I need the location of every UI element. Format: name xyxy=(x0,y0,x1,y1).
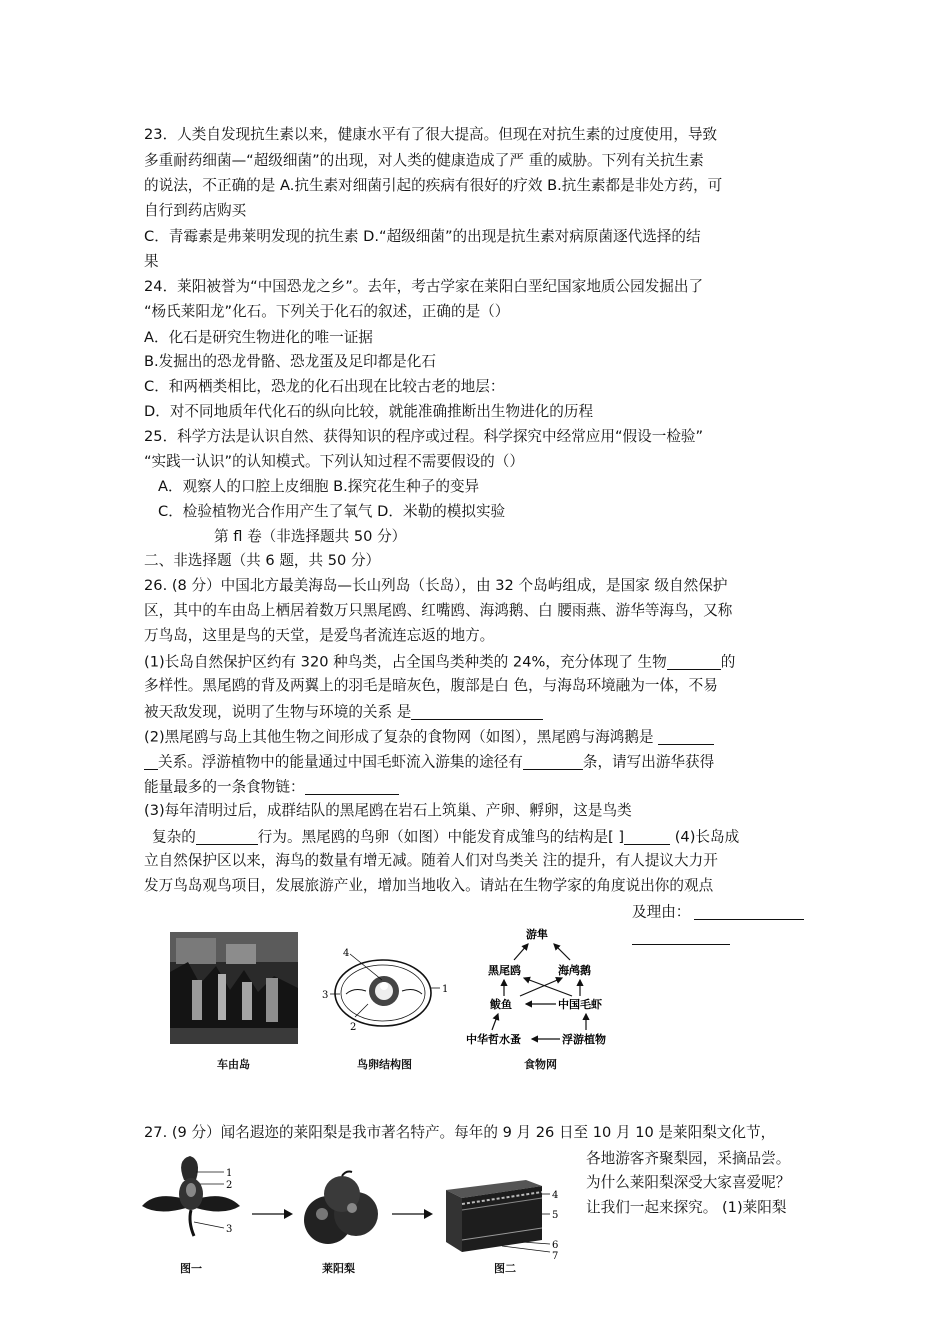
web-node-fish: 鲅鱼 xyxy=(490,998,512,1011)
answer-blank[interactable] xyxy=(411,704,543,720)
web-arrow xyxy=(514,944,528,960)
island-caption: 车由岛 xyxy=(217,1058,250,1071)
q25-line-1: 25．科学方法是认识自然、获得知识的程序或过程。科学探究中经常应用“假设一检验” xyxy=(144,428,704,445)
q26-part4-text-c: 及理由： xyxy=(632,903,691,921)
answer-blank[interactable] xyxy=(624,829,670,845)
web-node-plankton: 浮游植物 xyxy=(562,1033,606,1046)
answer-blank[interactable] xyxy=(694,904,804,920)
q26-part1-line-1 xyxy=(144,654,735,670)
answer-blank[interactable] xyxy=(632,929,730,945)
q24-option-b: B.发掘出的恐龙骨骼、恐龙蛋及足印都是化石 xyxy=(144,353,436,370)
fig1-label-3: 3 xyxy=(226,1224,233,1235)
fig2-label-4: 4 xyxy=(552,1190,559,1201)
fig1-label-2: 2 xyxy=(226,1180,233,1191)
q26-part4-line-3 xyxy=(632,904,804,920)
egg-caption: 鸟卵结构图 xyxy=(357,1058,412,1071)
fig2-label-7: 7 xyxy=(552,1251,559,1260)
pear-flower-diagram xyxy=(136,1150,246,1250)
q23-line-2: 多重耐药细菌—“超级细菌”的出现，对人类的健康造成了严 重的威胁。下列有关抗生素 xyxy=(144,152,704,169)
q26-part1-line-3 xyxy=(144,704,543,720)
q26-part3-text-c: 行为。黑尾鸥的鸟卵（如图）中能发育成雏鸟的结构是[ ] xyxy=(257,828,625,846)
q27-line-2: 各地游客齐聚梨园，采摘品尝。 xyxy=(586,1150,791,1167)
fig2-label-5: 5 xyxy=(552,1210,559,1221)
q26-part1-text-a: (1)长岛自然保护区约有 320 种鸟类，占全国鸟类种类的 24%，充分体现了 生物 xyxy=(144,653,667,671)
fig2-caption: 图二 xyxy=(494,1262,516,1275)
q26-part2-text-d: 能量最多的一条食物链： xyxy=(144,778,305,796)
q26-part2-line-3 xyxy=(144,779,399,795)
web-node-shrimp: 中国毛虾 xyxy=(558,998,602,1011)
q27-line-3: 为什么莱阳梨深受大家喜爱呢？ xyxy=(586,1174,791,1191)
pear-photo xyxy=(296,1168,386,1252)
q26-part2-line-1 xyxy=(144,729,714,745)
answer-blank[interactable] xyxy=(658,729,714,745)
answer-blank[interactable] xyxy=(667,654,721,670)
egg-label-4: 4 xyxy=(343,948,350,959)
egg-diagram xyxy=(318,940,458,1040)
q23-line-5: C．青霉素是弗莱明发现的抗生素 D.“超级细菌”的出现是抗生素对病原菌逐代选择的结 xyxy=(144,228,701,245)
answer-blank[interactable] xyxy=(144,754,158,770)
q26-part1-line-2: 多样性。黑尾鸥的背及两翼上的羽毛是暗灰色，腹部是白 色，与海岛环境融为一体，不易 xyxy=(144,677,718,694)
web-arrow xyxy=(520,978,562,996)
fig1-label-1: 1 xyxy=(226,1168,233,1179)
web-arrow xyxy=(492,1014,498,1030)
q27-line-4: 让我们一起来探究。 (1)莱阳梨 xyxy=(586,1199,787,1216)
q26-part2-line-2 xyxy=(144,754,714,770)
q26-part1-text-d: 被天敌发现，说明了生物与环境的关系 是 xyxy=(144,703,412,721)
right-arrow-icon xyxy=(252,1208,294,1220)
q25-line-2: “实践一认识”的认知模式。下列认知过程不需要假设的（） xyxy=(144,453,524,470)
q23-line-6: 果 xyxy=(144,253,159,270)
q25-option-cd: C．检验植物光合作用产生了氧气 D．米勒的模拟实验 xyxy=(158,503,506,520)
pear-cross-section-diagram xyxy=(438,1170,568,1260)
answer-blank[interactable] xyxy=(523,754,583,770)
q24-option-c: C．和两栖类相比，恐龙的化石出现在比较古老的地层： xyxy=(144,378,505,395)
web-node-falcon: 游隼 xyxy=(526,928,548,941)
q26-part3-line-2 xyxy=(152,829,739,845)
egg-label-3: 3 xyxy=(322,990,329,1001)
web-arrow xyxy=(524,978,572,996)
q24-option-a: A．化石是研究生物进化的唯一证据 xyxy=(144,329,373,346)
q26-part1-text-b: 的 xyxy=(720,653,736,671)
q23-line-4: 自行到药店购买 xyxy=(144,202,247,219)
q26-part3-text-b: 复杂的 xyxy=(152,828,196,846)
q26-part3-line-1: (3)每年清明过后，成群结队的黑尾鸥在岩石上筑巢、产卵、孵卵，这是鸟类 xyxy=(144,802,632,819)
web-node-goose: 海鸬鹅 xyxy=(558,964,591,977)
q26-part4-line-1: 立自然保护区以来，海鸟的数量有增无减。随着人们对鸟类关 注的提升，有人提议大力开 xyxy=(144,852,718,869)
q26-part4-line-2: 发万鸟岛观鸟项目，发展旅游产业，增加当地收入。请站在生物学家的角度说出你的观点 xyxy=(144,877,714,894)
part2-title: 第 fl 卷（非选择题共 50 分） xyxy=(214,528,407,545)
q26-part2-text-a: (2)黑尾鸥与岛上其他生物之间形成了复杂的食物网（如图），黑尾鸥与海鸿鹅是 xyxy=(144,728,654,746)
q23-line-3: 的说法，不正确的是 A.抗生素对细菌引起的疾病有很好的疗效 B.抗生素都是非处方药，可 xyxy=(144,177,723,194)
q24-line-2: “杨氏莱阳龙”化石。下列关于化石的叙述，正确的是（） xyxy=(144,303,510,320)
fig1-caption: 图一 xyxy=(180,1262,202,1275)
island-photo xyxy=(170,932,298,1044)
right-arrow-icon xyxy=(392,1208,434,1220)
web-node-gull: 黑尾鸥 xyxy=(488,964,521,977)
fig2-label-6: 6 xyxy=(552,1240,559,1251)
web-arrow xyxy=(554,944,570,960)
q26-line-2: 区，其中的车由岛上栖居着数万只黑尾鸥、红嘴鸥、海鸿鹅、白 腰雨燕、游华等海鸟，又称 xyxy=(144,602,733,619)
egg-label-1: 1 xyxy=(442,984,449,995)
q26-part2-text-c: 条，请写出游华获得 xyxy=(582,753,715,771)
q26-line-3: 万鸟岛，这里是鸟的天堂，是爱鸟者流连忘返的地方。 xyxy=(144,627,495,644)
q24-option-d: D．对不同地质年代化石的纵向比较，就能准确推断出生物进化的历程 xyxy=(144,403,594,420)
food-web-caption: 食物网 xyxy=(524,1058,557,1071)
q26-part2-text-b: 关系。浮游植物中的能量通过中国毛虾流入游集的途径有 xyxy=(158,753,523,771)
q23-line-1: 23．人类自发现抗生素以来，健康水平有了很大提高。但现在对抗生素的过度使用，导致 xyxy=(144,126,718,143)
q26-line-1: 26. (8 分）中国北方最美海岛—长山列岛（长岛），由 32 个岛屿组成，是国家 级自然保护 xyxy=(144,577,728,594)
food-web-diagram xyxy=(462,926,642,1054)
part2-heading: 二、非选择题（共 6 题，共 50 分） xyxy=(144,552,381,569)
q25-option-ab: A．观察人的口腔上皮细胞 B.探究花生种子的变异 xyxy=(158,478,480,495)
q26-part4-line-4 xyxy=(632,929,730,945)
web-node-copepod: 中华哲水蚤 xyxy=(466,1033,521,1046)
q27-line-1: 27. (9 分）闻名遐迩的莱阳梨是我市著名特产。每年的 9 月 26 日至 10 月 10 是莱阳梨文化节， xyxy=(144,1124,776,1141)
egg-label-2: 2 xyxy=(350,1022,357,1033)
pear-caption: 莱阳梨 xyxy=(322,1262,355,1275)
q26-part3-text-d: (4)长岛成 xyxy=(670,828,740,846)
answer-blank[interactable] xyxy=(196,829,258,845)
q24-line-1: 24．莱阳被誉为“中国恐龙之乡”。去年，考古学家在莱阳白垩纪国家地质公园发掘出了 xyxy=(144,278,704,295)
answer-blank[interactable] xyxy=(305,779,399,795)
